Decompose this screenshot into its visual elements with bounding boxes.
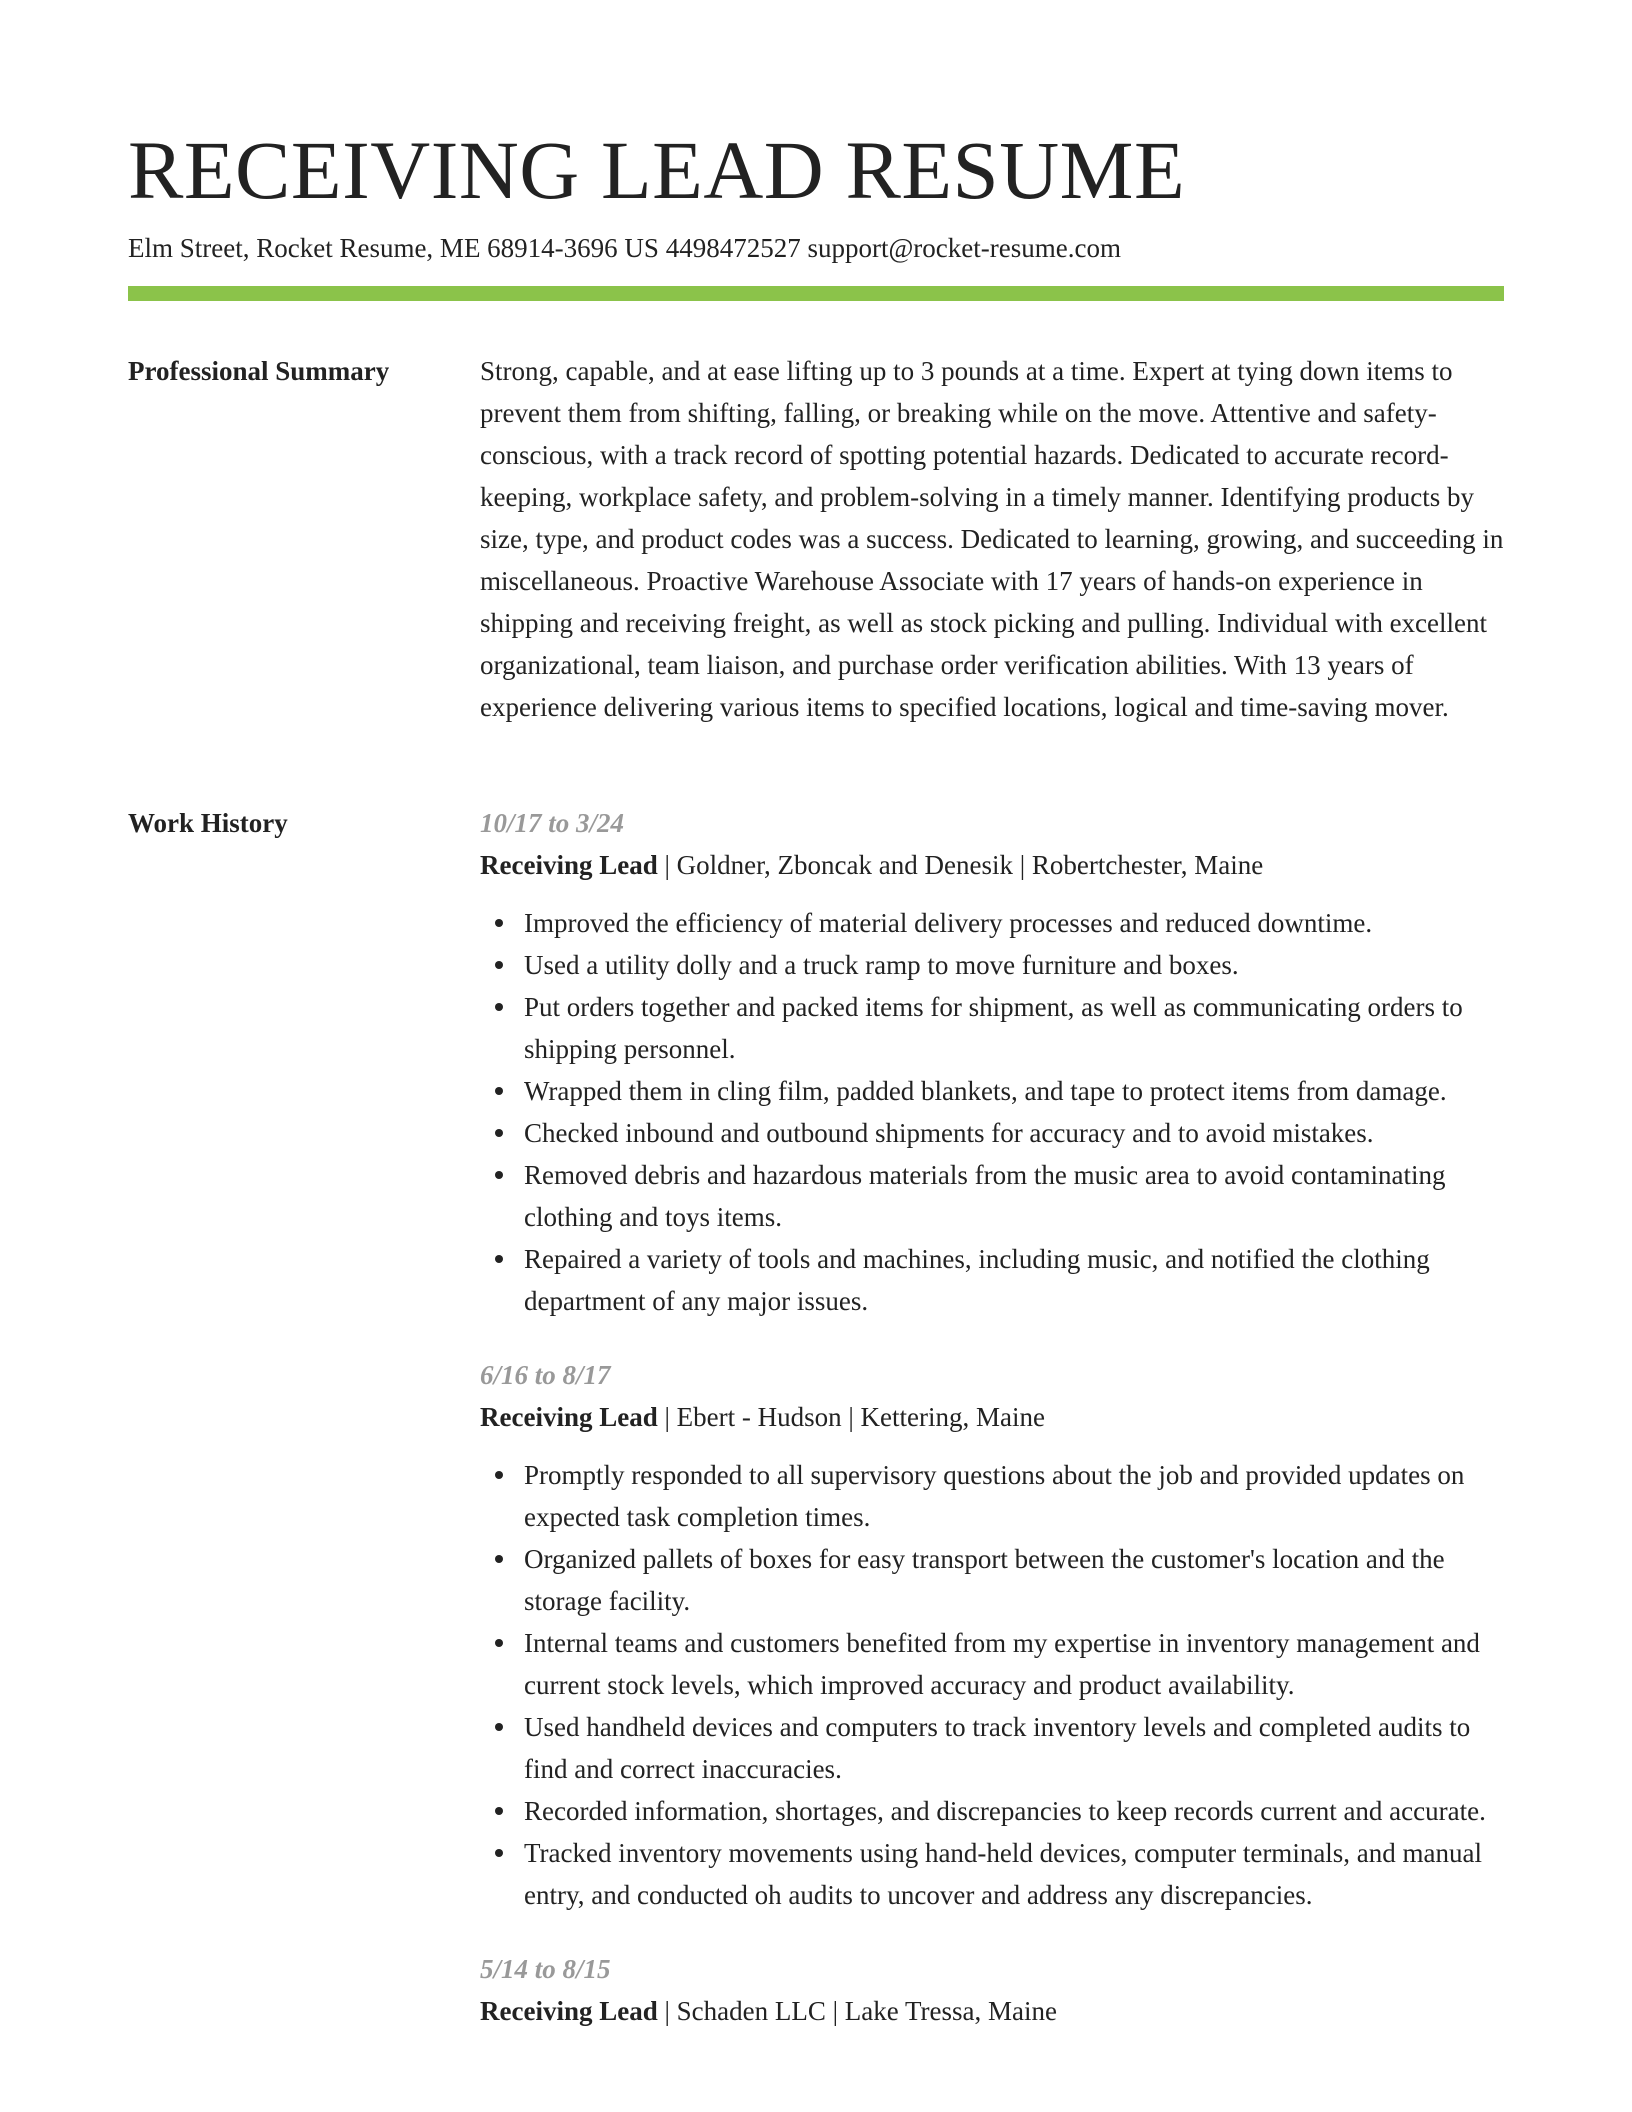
job-dates: 6/16 to 8/17 [480, 1360, 611, 1390]
job-role: Receiving Lead [480, 1402, 658, 1432]
bullet-text: Promptly responded to all supervisory questions about the job and provided updates on expected task completion times. [524, 1460, 1465, 1532]
bullet-item [524, 1238, 1504, 1322]
bullet-item [524, 944, 1504, 986]
job-employer-location: | Schaden LLC | Lake Tressa, Maine [657, 1996, 1057, 2026]
bullet-dot-icon [495, 1129, 503, 1137]
job-bullets [480, 902, 1504, 1322]
resume-title: RECEIVING LEAD RESUME [128, 124, 1186, 216]
bullet-item [524, 1790, 1504, 1832]
bullet-text: Organized pallets of boxes for easy transport between the customer's location and the storage facility. [524, 1544, 1445, 1616]
bullet-item [524, 1706, 1504, 1790]
bullet-text: Used handheld devices and computers to track inventory levels and completed audits to find and correct inaccuracies. [524, 1712, 1471, 1784]
job-title-line [480, 1396, 1504, 1438]
work-history-list [480, 802, 1504, 2064]
accent-divider [128, 286, 1504, 301]
job-entry [480, 1948, 1504, 2032]
job-entry [480, 1354, 1504, 1916]
job-employer-location: | Goldner, Zboncak and Denesik | Robertchester, Maine [657, 850, 1264, 880]
bullet-text: Repaired a variety of tools and machines, including music, and notified the clothing department of any major issues. [524, 1244, 1430, 1316]
job-entry [480, 802, 1504, 1322]
bullet-dot-icon [495, 1807, 503, 1815]
bullet-item [524, 1112, 1504, 1154]
bullet-dot-icon [495, 1087, 503, 1095]
job-dates: 10/17 to 3/24 [480, 808, 625, 838]
job-role: Receiving Lead [480, 1996, 658, 2026]
bullet-text: Improved the efficiency of material delivery processes and reduced downtime. [524, 908, 1373, 938]
bullet-item [524, 1454, 1504, 1538]
summary-heading: Professional Summary [128, 356, 390, 386]
bullet-text: Removed debris and hazardous materials from the music area to avoid contaminating clothing and toys items. [524, 1160, 1446, 1232]
job-dates: 5/14 to 8/15 [480, 1954, 611, 1984]
job-employer-location: | Ebert - Hudson | Kettering, Maine [657, 1402, 1045, 1432]
bullet-text: Wrapped them in cling film, padded blankets, and tape to protect items from damage. [524, 1076, 1447, 1106]
bullet-text: Internal teams and customers benefited from my expertise in inventory management and current stock levels, which improved accuracy and product availability. [524, 1628, 1480, 1700]
bullet-dot-icon [495, 1723, 503, 1731]
bullet-dot-icon [495, 1471, 503, 1479]
bullet-text: Used a utility dolly and a truck ramp to move furniture and boxes. [524, 950, 1239, 980]
bullet-item [524, 902, 1504, 944]
bullet-dot-icon [495, 961, 503, 969]
bullet-item [524, 986, 1504, 1070]
bullet-dot-icon [495, 1555, 503, 1563]
job-bullets [480, 1454, 1504, 1916]
contact-info: Elm Street, Rocket Resume, ME 68914-3696 US 4498472527 support@rocket-resume.com [128, 233, 1121, 263]
bullet-dot-icon [495, 1639, 503, 1647]
job-title-line [480, 844, 1504, 886]
bullet-item [524, 1070, 1504, 1112]
bullet-dot-icon [495, 1003, 503, 1011]
bullet-text: Recorded information, shortages, and discrepancies to keep records current and accurate. [524, 1796, 1486, 1826]
bullet-text: Tracked inventory movements using hand-held devices, computer terminals, and manual entry, and conducted oh audits to uncover and address any discrepancies. [524, 1838, 1483, 1910]
bullet-dot-icon [495, 1171, 503, 1179]
bullet-dot-icon [495, 1255, 503, 1263]
bullet-dot-icon [495, 1849, 503, 1857]
job-role: Receiving Lead [480, 850, 658, 880]
bullet-dot-icon [495, 919, 503, 927]
work-history-heading: Work History [128, 808, 288, 838]
job-title-line [480, 1990, 1504, 2032]
bullet-item [524, 1622, 1504, 1706]
bullet-text: Checked inbound and outbound shipments for accuracy and to avoid mistakes. [524, 1118, 1374, 1148]
bullet-item [524, 1538, 1504, 1622]
bullet-item [524, 1154, 1504, 1238]
bullet-item [524, 1832, 1504, 1916]
bullet-text: Put orders together and packed items for shipment, as well as communicating orders to shipping personnel. [524, 992, 1463, 1064]
summary-text: Strong, capable, and at ease lifting up to 3 pounds at a time. Expert at tying down items to prevent them from shifting, falling, or breaking while on the move. Attentive and safety-conscious, with a track record of spotting potential hazards. Dedicated to accurate record-keeping, workplace safety, and problem-solving in a timely manner. Identifying products by size, type, and product codes was a success. Dedicated to learning, growing, and succeeding in miscellaneous. Proactive Warehouse Associate with 17 years of hands-on experience in shipping and receiving freight, as well as stock picking and pulling. Individual with excellent organizational, team liaison, and purchase order verification abilities. With 13 years of experience delivering various items to specified locations, logical and time-saving mover. [480, 356, 1504, 722]
